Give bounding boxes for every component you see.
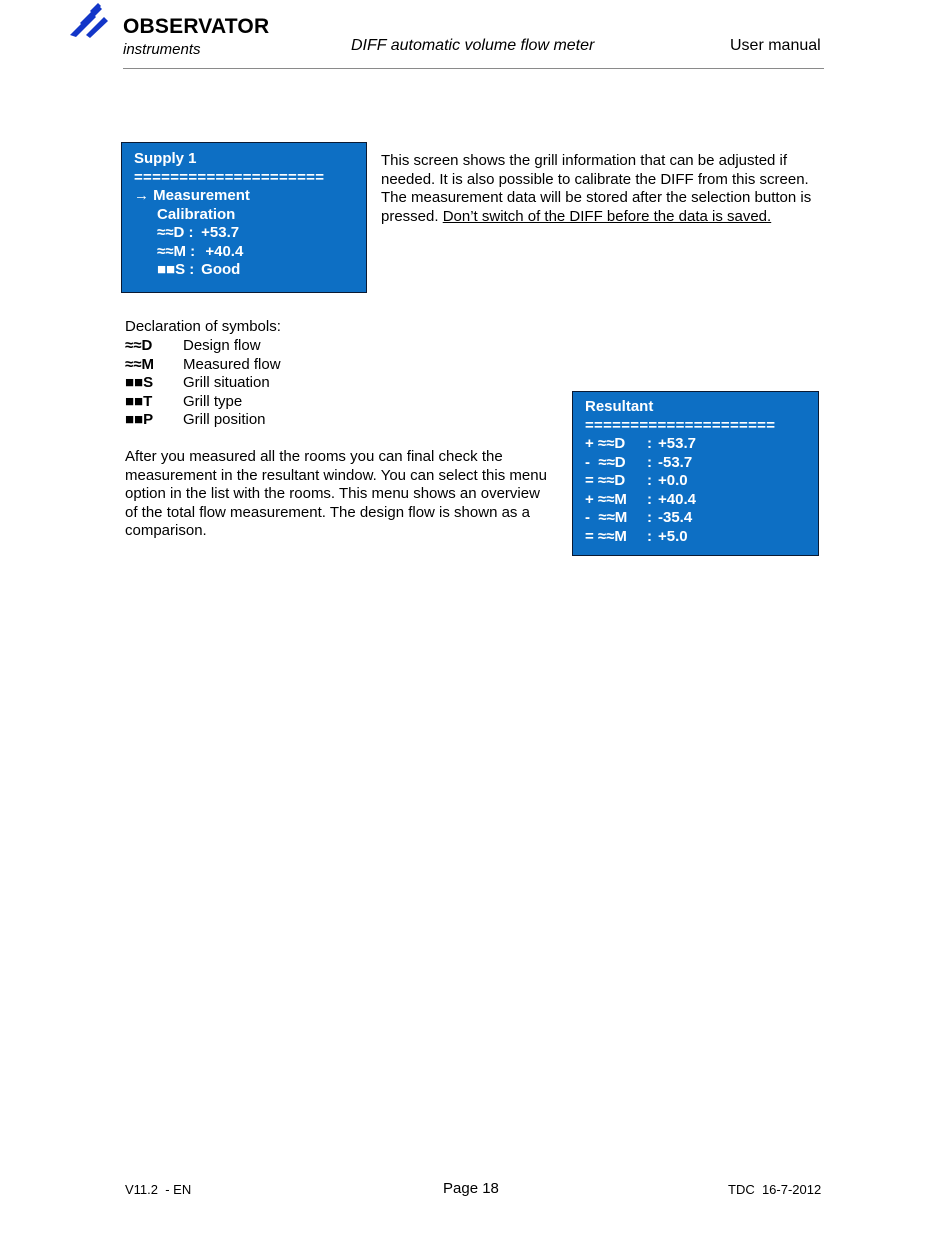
header-divider <box>123 68 824 69</box>
symbol: ■■S <box>125 374 154 391</box>
symbol-label: Design flow <box>183 337 261 354</box>
row-symbol: - ≈≈D <box>585 453 626 471</box>
row-symbol: = ≈≈M <box>585 527 627 545</box>
footer-page-number: Page 18 <box>443 1180 499 1197</box>
row-value: Good <box>201 261 241 278</box>
row-value: +5.0 <box>658 527 688 545</box>
row-colon: : <box>647 509 652 526</box>
brand-subtitle: instruments <box>123 41 201 58</box>
resultant-row <box>585 491 818 510</box>
row-colon: : <box>647 472 652 489</box>
row-colon: : <box>647 453 652 471</box>
screen-separator: ===================== <box>134 168 325 186</box>
intro-paragraph <box>381 152 826 226</box>
symbol-list <box>125 337 281 430</box>
screen-title: Supply 1 <box>134 150 197 167</box>
observator-logo-icon <box>68 2 110 38</box>
row-symbol: ≈≈D : <box>157 224 194 241</box>
screen-title: Resultant <box>585 398 654 415</box>
row-symbol: = ≈≈D <box>585 472 626 489</box>
resultant-row <box>585 454 818 473</box>
row-value: +53.7 <box>658 435 696 452</box>
grill-situation-row <box>134 261 366 280</box>
supply-screen-panel <box>121 142 367 293</box>
declaration-title: Declaration of symbols: <box>125 318 281 335</box>
row-colon: : <box>647 490 652 508</box>
resultant-row <box>585 435 818 454</box>
row-symbol: + ≈≈D <box>585 435 626 452</box>
document-type: User manual <box>730 37 821 54</box>
document-title: DIFF automatic volume flow meter <box>351 37 595 54</box>
symbol-label: Measured flow <box>183 355 281 373</box>
row-symbol: ≈≈M : <box>157 242 196 260</box>
row-value: -35.4 <box>658 509 693 526</box>
intro-text: This screen shows the grill information that can be adjusted if needed. It is also possible to calibrate the DIFF from this screen. The measurement data will be stored after the selection button is pressed. <box>381 152 812 225</box>
list-item <box>125 411 281 430</box>
row-symbol: - ≈≈M <box>585 509 628 526</box>
design-flow-row <box>134 224 366 243</box>
list-item <box>125 337 281 356</box>
symbol: ≈≈D <box>125 337 153 354</box>
resultant-row <box>585 528 818 547</box>
intro-warning: Don’t switch of the DIFF before the data is saved. <box>442 207 772 225</box>
symbol: ■■P <box>125 411 154 428</box>
row-symbol: + ≈≈M <box>585 490 627 508</box>
list-item <box>125 374 281 393</box>
row-value: +0.0 <box>658 472 688 489</box>
list-item <box>125 393 281 412</box>
list-item <box>125 356 281 375</box>
row-value: -53.7 <box>658 453 693 471</box>
resultant-row <box>585 509 818 528</box>
row-value: +40.4 <box>658 490 696 508</box>
symbol-label: Grill type <box>183 392 243 410</box>
resultant-screen-panel <box>572 391 819 556</box>
menu-item-measurement: → Measurement <box>134 187 250 204</box>
row-colon: : <box>647 435 652 452</box>
symbol-label: Grill situation <box>183 374 270 391</box>
row-value: +40.4 <box>201 242 244 260</box>
menu-item-calibration: Calibration <box>157 205 236 223</box>
row-symbol: ■■S : <box>157 261 195 278</box>
symbol: ■■T <box>125 392 153 410</box>
resultant-row <box>585 472 818 491</box>
resultant-paragraph: After you measured all the rooms you can final check the measurement in the resultant window. You can select this menu option in the list with the rooms. This menu shows an overview of the total flow measurement. The design flow is shown as a comparison. <box>125 448 547 540</box>
symbol: ≈≈M <box>125 355 154 373</box>
row-colon: : <box>647 527 652 545</box>
screen-separator: ===================== <box>585 416 776 434</box>
row-value: +53.7 <box>201 224 240 241</box>
footer-version: V11.2 - EN <box>125 1182 192 1197</box>
brand-name: OBSERVATOR <box>123 15 270 38</box>
symbol-label: Grill position <box>183 411 266 428</box>
measured-flow-row <box>134 243 366 262</box>
footer-reference: TDC 16-7-2012 <box>728 1182 822 1197</box>
